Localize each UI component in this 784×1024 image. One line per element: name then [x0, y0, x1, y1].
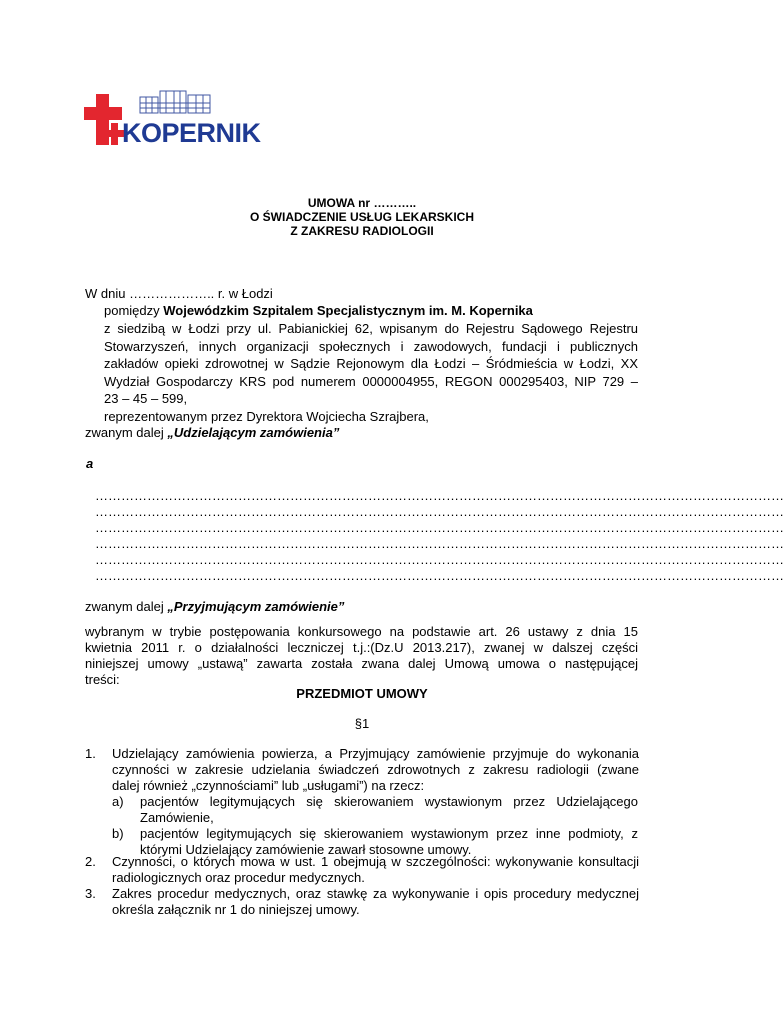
item-line: Udzielający zamówienia powierza, a Przyjmujący zamówienie przyjmuje do wykonania — [112, 746, 639, 761]
subitem-line: pacjentów legitymujących się skierowaniem wystawionym przez inne podmioty, z — [140, 826, 638, 841]
contractor-name: „Przyjmującym zamówienie” — [167, 599, 345, 614]
paragraph-line: treści: — [85, 672, 120, 687]
address-line: Wydział Gospodarczy KRS pod numerem 0000004955, REGON 000295403, NIP 729 – — [104, 373, 638, 389]
subitem-a-text — [140, 794, 638, 826]
represented-line: reprezentowanym przez Dyrektora Wojciecha Szrajbera, — [104, 409, 429, 424]
fill-line: …………………………………………………………………………………………………………………………………………… — [95, 520, 784, 535]
between-word: pomiędzy — [104, 303, 164, 318]
item-3-text — [112, 886, 639, 918]
kopernik-logo — [84, 85, 270, 148]
between-line — [104, 302, 533, 319]
paragraph-line: wybranym w trybie postępowania konkursowego na podstawie art. 26 ustawy z dnia 15 — [85, 624, 638, 639]
address-block — [104, 320, 638, 408]
subitem-letter: b) — [112, 826, 124, 841]
fill-line: …………………………………………………………………………………………………………………………………………… — [95, 488, 784, 503]
item-line: czynności w zakresie udzielania świadczeń zdrowotnych z zakresu radiologii (zwane — [112, 762, 639, 777]
called-party-2 — [85, 598, 344, 615]
address-line: zakładów opieki zdrowotnej w Sądzie Rejonowym dla Łodzi – Śródmieścia w Łodzi, XX — [104, 356, 638, 371]
subitem-line: Zamówienie, — [140, 810, 214, 825]
fill-line: …………………………………………………………………………………………………………………………………………… — [95, 552, 784, 567]
item-number: 2. — [85, 854, 96, 869]
fill-line: …………………………………………………………………………………………………………………………………………… — [95, 536, 784, 551]
address-line: 23 – 45 – 599, — [104, 391, 188, 406]
paragraph-line: niniejszej umowy „ustawą” zawarta została zwana dalej Umową umowa o następującej — [85, 656, 638, 671]
and-letter: a — [86, 456, 94, 471]
item-line: określa załącznik nr 1 do niniejszej umowy. — [112, 902, 360, 917]
date-line: W dniu ……………….. r. w Łodzi — [85, 286, 273, 301]
item-line: radiologicznych oraz procedur medycznych. — [112, 870, 365, 885]
called-prefix: zwanym dalej — [85, 599, 168, 614]
logo-graphic — [84, 85, 270, 148]
called-party-1 — [85, 424, 339, 441]
item-number: 1. — [85, 746, 96, 761]
address-line: z siedzibą w Łodzi przy ul. Pabianickiej 62, wpisanym do Rejestru Sądowego Rejestru — [104, 321, 638, 336]
fill-line: …………………………………………………………………………………………………………………………………………… — [95, 504, 784, 519]
item-2-text — [112, 854, 639, 886]
called-prefix: zwanym dalej — [85, 425, 168, 440]
item-line: Czynności, o których mowa w ust. 1 obejmują w szczególności: wykonywanie konsultacji — [112, 854, 639, 869]
title-line-2: O ŚWIADCZENIE USŁUG LEKARSKICH — [249, 210, 474, 224]
section-heading: PRZEDMIOT UMOWY — [296, 686, 428, 701]
ordering-party-name: „Udzielającym zamówienia” — [167, 425, 340, 440]
title-line-3: Z ZAKRESU RADIOLOGII — [290, 224, 434, 238]
item-line: Zakres procedur medycznych, oraz stawkę za wykonywanie i opis procedury medycznej — [112, 886, 639, 901]
item-line: dalej również „czynnościami” lub „usługami”) na rzecz: — [112, 778, 425, 793]
logo-wordmark: KOPERNIK — [122, 118, 261, 148]
selection-paragraph — [85, 624, 638, 688]
item-1-text — [112, 746, 639, 794]
subitem-letter: a) — [112, 794, 124, 809]
hospital-name: Wojewódzkim Szpitalem Specjalistycznym im. M. Kopernika — [163, 303, 533, 318]
fill-line: …………………………………………………………………………………………………………………………………………… — [95, 568, 784, 583]
paragraph-sign: §1 — [354, 716, 370, 731]
address-line: Stowarzyszeń, innych organizacji społecznych i zawodowych, fundacji i publicznych — [104, 338, 638, 354]
contract-title — [0, 196, 724, 238]
paragraph-line: kwietnia 2011 r. o działalności leczniczej t.j.:(Dz.U 2013.217), zwanej w dalszej części — [85, 640, 638, 655]
subitem-line: którymi Udzielający zamówienie zawarł stosowne umowy. — [140, 842, 472, 857]
title-line-1: UMOWA nr ……….. — [307, 196, 417, 210]
subitem-line: pacjentów legitymujących się skierowaniem wystawionym przez Udzielającego — [140, 794, 638, 809]
item-number: 3. — [85, 886, 96, 901]
